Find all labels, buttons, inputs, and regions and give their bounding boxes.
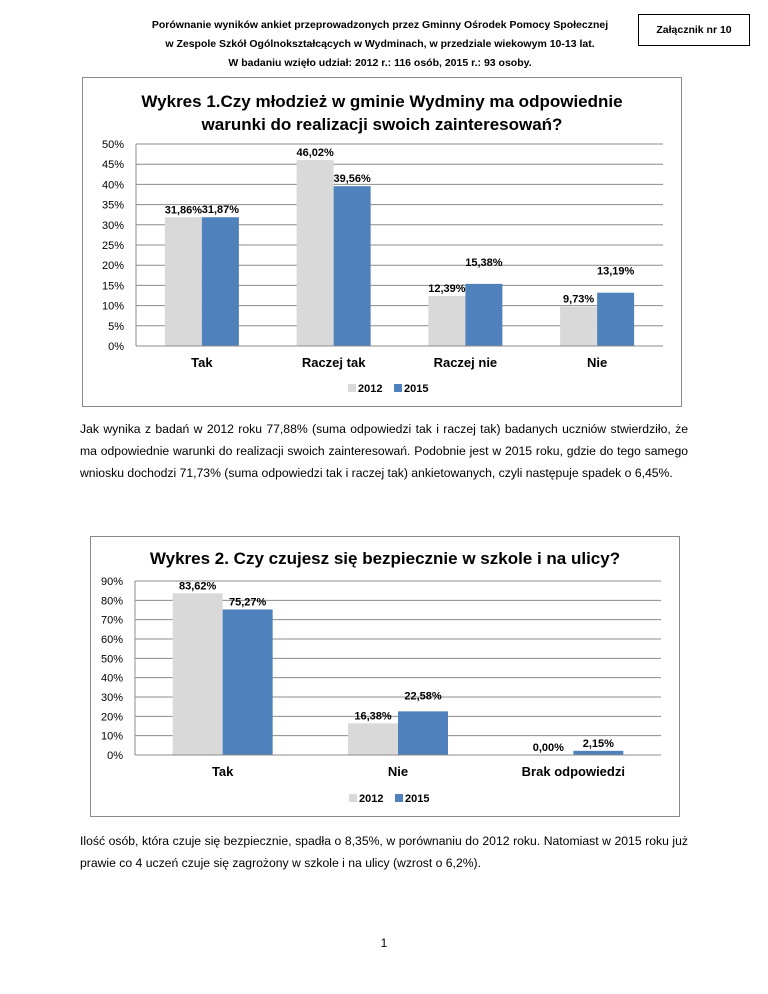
bar-2012-3 xyxy=(560,307,597,346)
document-header xyxy=(110,16,650,73)
x-category-label: Nie xyxy=(387,764,409,779)
annex-label: Załącznik nr 10 xyxy=(638,14,750,46)
bar-2015-3 xyxy=(597,293,634,346)
legend-label-2012: 2012 xyxy=(358,383,383,395)
chart-1-title-line-1: Wykres 1.Czy młodzież w gminie Wydminy ma odpowiednie xyxy=(141,92,623,111)
chart-2-title-line-1: Wykres 2. Czy czujesz się bezpiecznie w szkole i na ulicy? xyxy=(149,549,621,568)
y-tick-label: 30% xyxy=(101,219,124,232)
y-tick-label: 60% xyxy=(100,634,123,646)
legend-label-2015: 2015 xyxy=(405,793,430,805)
bar-2012-1 xyxy=(348,723,398,755)
bar-2012-2 xyxy=(428,296,465,346)
chart-2 xyxy=(90,536,680,817)
data-label: 2,15% xyxy=(582,737,614,750)
bar-2015-0 xyxy=(223,609,273,755)
y-tick-label: 5% xyxy=(108,320,124,333)
y-tick-label: 80% xyxy=(100,595,123,608)
y-tick-label: 15% xyxy=(101,280,124,293)
data-label: 31,86% xyxy=(164,204,203,217)
y-tick-label: 35% xyxy=(101,199,124,212)
y-tick-label: 10% xyxy=(100,730,123,743)
data-label: 39,56% xyxy=(333,173,371,186)
chart-1-title-line-2: warunki do realizacji swoich zainteresowań? xyxy=(201,115,563,134)
data-label: 75,27% xyxy=(229,596,267,609)
y-tick-label: 20% xyxy=(101,260,124,273)
data-label: 12,39% xyxy=(428,282,466,295)
y-tick-label: 70% xyxy=(100,614,123,627)
bar-2015-2 xyxy=(573,751,623,755)
paragraph-2: Ilość osób, która czuje się bezpiecznie, spadła o 8,35%, w porównaniu do 2012 roku. Natomiast w 2015 roku już prawie co 4 uczeń czuje się zagrożony w szkole i na ulicy (wzrost o 6,2%). xyxy=(80,834,688,870)
bar-2012-1 xyxy=(297,160,334,346)
bar-2012-0 xyxy=(165,217,202,346)
bar-2015-0 xyxy=(202,217,239,346)
y-tick-label: 90% xyxy=(100,576,123,588)
legend-swatch-2012 xyxy=(348,384,356,392)
bar-2015-1 xyxy=(398,711,448,755)
chart-1-plot xyxy=(83,78,683,408)
legend-swatch-2012 xyxy=(349,794,357,802)
header-line-1: Porównanie wyników ankiet przeprowadzonych przez Gminny Ośrodek Pomocy Społecznej xyxy=(151,19,609,31)
legend-label-2015: 2015 xyxy=(404,383,429,395)
data-label: 22,58% xyxy=(404,690,442,703)
x-category-label: Tak xyxy=(211,764,234,779)
x-category-label: Tak xyxy=(191,355,213,370)
data-label: 0,00% xyxy=(532,742,564,754)
y-tick-label: 40% xyxy=(100,672,123,685)
y-tick-label: 10% xyxy=(101,300,124,313)
data-label: 13,19% xyxy=(596,265,635,278)
bar-2015-1 xyxy=(334,186,371,346)
y-tick-label: 25% xyxy=(101,240,124,252)
legend-label-2012: 2012 xyxy=(359,793,384,805)
data-label: 46,02% xyxy=(296,147,334,160)
bar-2012-0 xyxy=(173,593,223,755)
y-tick-label: 30% xyxy=(100,692,123,704)
page-number: 1 xyxy=(380,936,388,950)
data-label: 31,87% xyxy=(201,204,240,217)
legend-swatch-2015 xyxy=(394,384,402,392)
y-tick-label: 0% xyxy=(107,750,123,762)
x-category-label: Nie xyxy=(587,355,608,370)
y-tick-label: 45% xyxy=(101,159,124,172)
data-label: 15,38% xyxy=(465,256,503,269)
header-line-2: w Zespole Szkół Ogólnokształcących w Wydminach, w przedziale wiekowym 10-13 lat. xyxy=(165,38,595,50)
x-category-label: Brak odpowiedzi xyxy=(521,764,625,779)
legend-swatch-2015 xyxy=(395,794,403,802)
data-label: 83,62% xyxy=(179,580,217,593)
y-tick-label: 50% xyxy=(100,653,123,666)
data-label: 16,38% xyxy=(354,710,392,723)
x-category-label: Raczej nie xyxy=(433,355,498,370)
y-tick-label: 20% xyxy=(100,711,123,724)
y-tick-label: 0% xyxy=(108,341,124,353)
y-tick-label: 40% xyxy=(101,179,124,192)
bar-2015-2 xyxy=(465,284,502,346)
data-label: 9,73% xyxy=(563,293,595,306)
chart-1 xyxy=(82,77,682,407)
header-line-3: W badaniu wzięło udział: 2012 r.: 116 osób, 2015 r.: 93 osoby. xyxy=(228,57,532,69)
chart-2-plot xyxy=(91,537,681,818)
x-category-label: Raczej tak xyxy=(301,355,366,370)
paragraph-1: Jak wynika z badań w 2012 roku 77,88% (suma odpowiedzi tak i raczej tak) badanych uczniów stwierdziło, że ma odpowiednie warunki do realizacji swoich zainteresowań. Podobnie jest w 2015 roku, gdzie do tego samego wniosku dochodzi 71,73% (suma odpowiedzi tak i raczej tak) ankietowanych, czyli następuje spadek o 6,45%. xyxy=(80,422,688,480)
y-tick-label: 50% xyxy=(101,139,124,151)
